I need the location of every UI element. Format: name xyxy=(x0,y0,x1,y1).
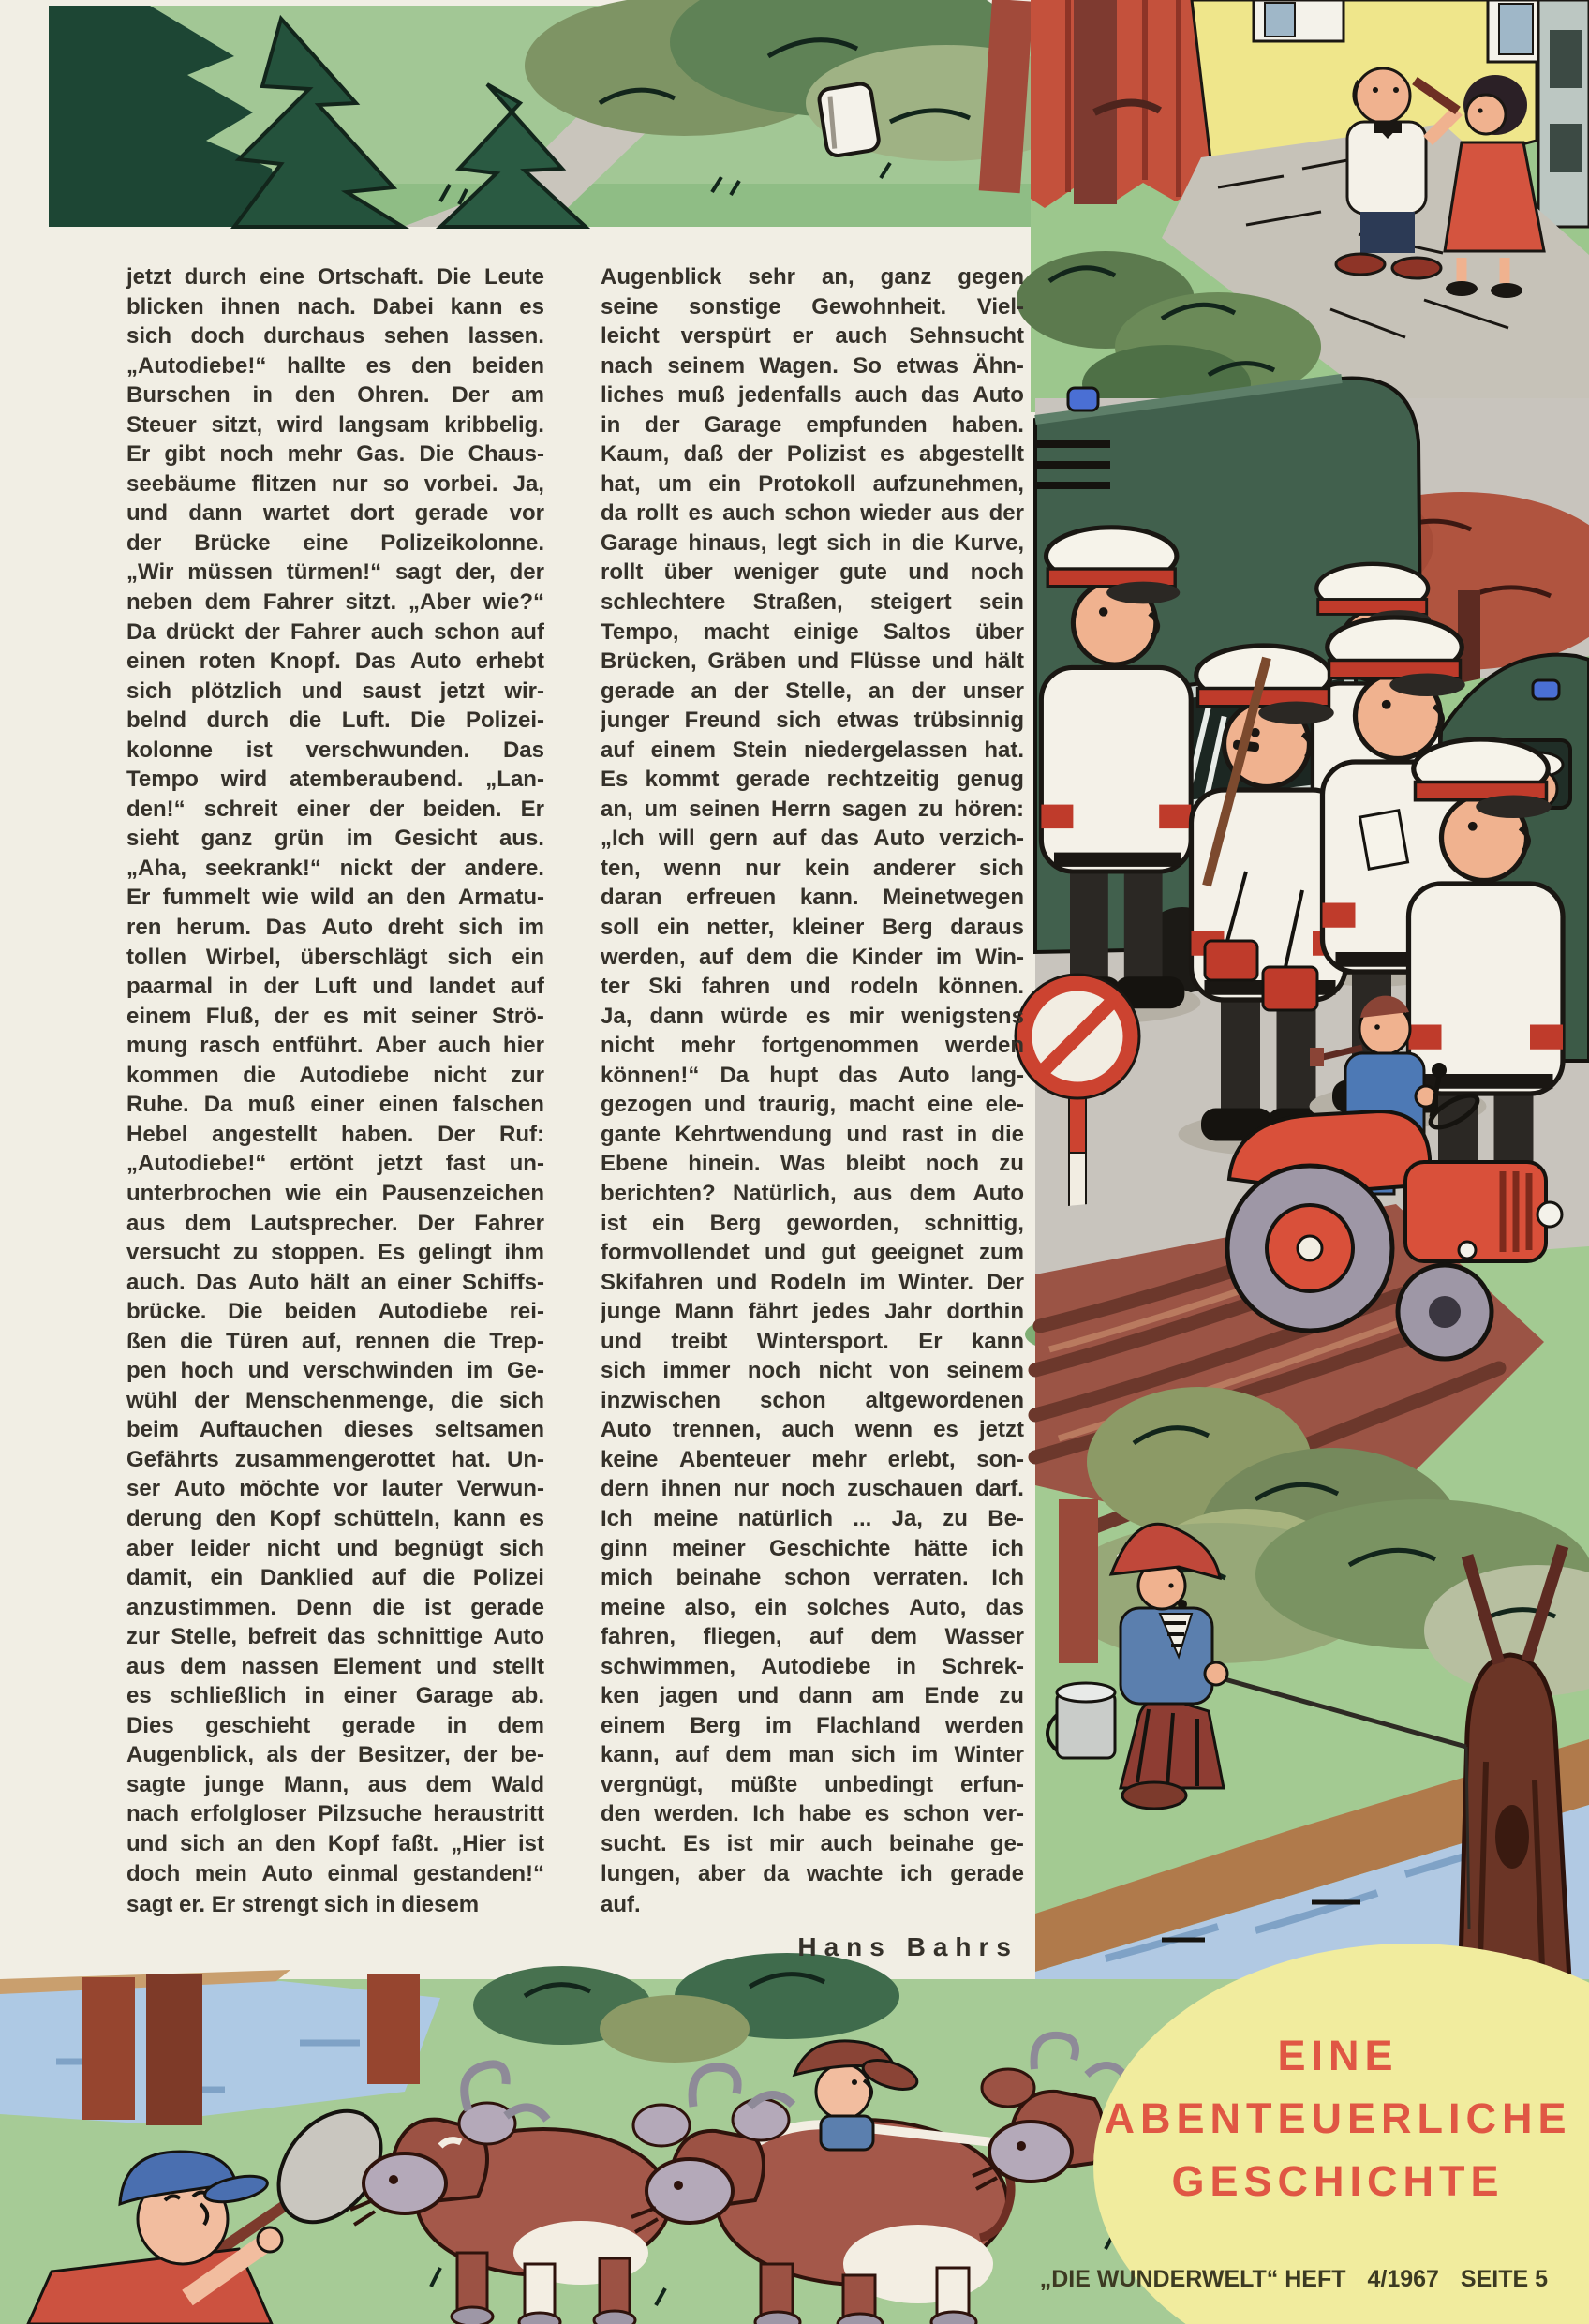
story-line: beim Auftauchen dieses seltsamen xyxy=(126,1417,544,1443)
story-line: keine Abenteuer mehr erlebt, son- xyxy=(601,1446,1024,1472)
author-byline: Hans Bahrs xyxy=(797,1932,1018,1961)
story-line: an, um seinen Herrn sagen zu hören: xyxy=(601,796,1024,822)
story-line: und dann wartet dort gerade vor xyxy=(126,500,544,527)
story-title xyxy=(1104,2024,1572,2212)
title-line: GESCHICHTE xyxy=(1171,2157,1505,2205)
story-line: nicht mehr fortgenommen werden xyxy=(601,1033,1024,1059)
story-line: ken jagen und dann am Ende zu xyxy=(601,1683,1024,1709)
story-line: Steuer sitzt, wird langsam kribbelig. xyxy=(126,411,544,438)
tree-trunk xyxy=(82,1977,135,2120)
story-line: werden, auf dem die Kinder im Win- xyxy=(601,944,1024,970)
story-line: leicht verspürt er auch Sehnsucht xyxy=(601,323,1024,350)
tree-trunk xyxy=(1059,1499,1098,1663)
story-line: sucht. Es ist mir auch beinahe ge- xyxy=(601,1830,1024,1856)
story-line: schwimmen, Autodiebe in Schrek- xyxy=(601,1653,1024,1679)
story-line: junger Freund sich etwas trübsinnig xyxy=(601,708,1024,734)
story-line: sagte junge Mann, aus dem Wald xyxy=(126,1771,544,1797)
story-line: können!“ Da hupt das Auto lang- xyxy=(601,1062,1024,1088)
story-line: Augenblick, als der Besitzer, der be- xyxy=(126,1742,544,1768)
story-line: inzwischen schon altgewordenen xyxy=(601,1387,1024,1413)
story-line: nach seinem Wagen. So etwas Ähn- xyxy=(601,352,1024,379)
story-line: „Ich will gern auf das Auto verzich- xyxy=(601,826,1024,852)
village-house-scene xyxy=(1017,0,1589,424)
blue-beacon xyxy=(1068,388,1098,410)
story-line: dern ihnen nur noch zuschauen darf. xyxy=(601,1476,1024,1502)
story-line: meine also, ein solches Auto, das xyxy=(601,1594,1024,1620)
story-line: neben dem Fahrer sitzt. „Aber wie?“ xyxy=(126,589,544,616)
story-line: jetzt durch eine Ortschaft. Die Leute xyxy=(126,264,544,290)
story-line: gerade an der Stelle, an der unser xyxy=(601,678,1024,704)
story-line: Kaum, daß der Polizist es abgestellt xyxy=(601,441,1024,468)
story-line: Tempo, macht einige Saltos über xyxy=(601,618,1024,645)
story-line: belnd durch die Luft. Die Polizei- xyxy=(126,708,544,734)
story-line: auf einem Stein niedergelassen hat. xyxy=(601,737,1024,763)
story-line: Auto trennen, auch wenn es jetzt xyxy=(601,1417,1024,1443)
protocol-paper xyxy=(1359,811,1407,869)
story-line: und treibt Wintersport. Er kann xyxy=(601,1328,1024,1354)
tree-trunk xyxy=(146,1974,202,2125)
story-line: da rollt es auch schon wieder aus der xyxy=(601,500,1024,527)
story-line: gezogen und traurig, macht eine ele- xyxy=(601,1092,1024,1118)
story-column-left xyxy=(126,264,544,1920)
story-line: seebäume flitzen nur so vorbei. Ja, xyxy=(126,470,544,497)
story-line: ser Auto möchte vor lauter Verwun- xyxy=(126,1476,544,1502)
story-line: daran erfreuen kann. Meinetwegen xyxy=(601,885,1024,911)
story-line: „Autodiebe!“ ertönt jetzt fast un- xyxy=(126,1151,544,1177)
story-line: Augenblick sehr an, ganz gegen xyxy=(601,264,1024,290)
story-line: ten, wenn nur kein anderer sich xyxy=(601,855,1024,881)
story-line: unterbrochen wie ein Pausenzeichen xyxy=(126,1180,544,1206)
tree-trunk xyxy=(367,1974,420,2084)
story-line: anzustimmen. Denn die ist gerade xyxy=(126,1594,544,1620)
story-line: kommen die Autodiebe nicht zur xyxy=(126,1062,544,1088)
story-line: soll ein netter, kleiner Berg daraus xyxy=(601,915,1024,941)
story-line: den!“ schreit einer der beiden. Er xyxy=(126,796,544,822)
story-line: „Aha, seekrank!“ nickt der andere. xyxy=(126,855,544,881)
story-line: nach erfolgloser Pilzsuche heraustritt xyxy=(126,1801,544,1827)
story-line: sich doch durchaus sehen lassen. xyxy=(126,323,544,350)
story-line: in der Garage empfunden haben. xyxy=(601,411,1024,438)
story-line: Garage hinaus, legt sich in die Kurve, xyxy=(601,529,1024,556)
story-line: „Autodiebe!“ hallte es den beiden xyxy=(126,352,544,379)
story-line: rollt über weniger gute und noch xyxy=(601,559,1024,586)
story-line: ßen die Türen auf, rennen die Trep- xyxy=(126,1328,544,1354)
story-line: lungen, aber da wachte ich gerade xyxy=(601,1860,1024,1886)
story-line: brücke. Die beiden Autodiebe rei- xyxy=(126,1299,544,1325)
story-line: sich plötzlich und saust jetzt wir- xyxy=(126,678,544,704)
footer-page-number: SEITE 5 xyxy=(1460,2266,1548,2292)
story-line: Tempo wird atemberaubend. „Lan- xyxy=(126,767,544,793)
story-line: blicken ihnen nach. Dabei kann es xyxy=(126,293,544,320)
story-line: aber leider nicht und begnügt sich xyxy=(126,1535,544,1561)
story-line: schlechtere Straßen, steigert sein xyxy=(601,589,1024,616)
story-line: doch mein Auto einmal gestanden!“ xyxy=(126,1860,544,1886)
story-line: sieht ganz grün im Gesicht aus. xyxy=(126,826,544,852)
story-column-right xyxy=(601,264,1024,1920)
title-line: ABENTEUERLICHE xyxy=(1104,2094,1572,2142)
story-line: zur Stelle, befreit das schnittige Auto xyxy=(126,1624,544,1650)
story-line: Skifahren und Rodeln im Winter. Der xyxy=(601,1269,1024,1295)
story-line: seine sonstige Gewohnheit. Viel- xyxy=(601,293,1024,320)
story-line: der Brücke eine Polizeikolonne. xyxy=(126,529,544,556)
milestone xyxy=(818,82,881,157)
story-line: Burschen in den Ohren. Der am xyxy=(126,382,544,409)
story-line: vergnügt, müßte unbedingt erfun- xyxy=(601,1771,1024,1797)
story-line: tollen Wirbel, überschlägt sich ein xyxy=(126,944,544,970)
story-line: aus dem nassen Element und stellt xyxy=(126,1653,544,1679)
story-line: einem Berg im Flachland werden xyxy=(601,1712,1024,1738)
story-line: fahren, fliegen, auf dem Wasser xyxy=(601,1624,1024,1650)
story-line: „Wir müssen türmen!“ sagt der, der xyxy=(126,559,544,586)
story-line: gante Kehrtwendung und rast in die xyxy=(601,1121,1024,1147)
story-line: aus dem Lautsprecher. Der Fahrer xyxy=(126,1210,544,1236)
story-line: und sich an den Kopf faßt. „Hier ist xyxy=(126,1830,544,1856)
neighbor-house xyxy=(1538,0,1589,227)
story-line: Er gibt noch mehr Gas. Die Chaus- xyxy=(126,441,544,468)
story-line: versucht zu stoppen. Es gelingt ihm xyxy=(126,1240,544,1266)
title-line: EINE xyxy=(1277,2032,1399,2079)
story-line: einem Fluß, der es mit seiner Strö- xyxy=(126,1003,544,1029)
story-line: Hebel angestellt haben. Der Ruf: xyxy=(126,1121,544,1147)
story-line: Dies geschieht gerade in dem xyxy=(126,1712,544,1738)
story-line: ginn meiner Geschichte hätte ich xyxy=(601,1535,1024,1561)
story-line: Ich meine natürlich ... Ja, zu Be- xyxy=(601,1505,1024,1531)
story-line: ren herum. Das Auto dreht sich im xyxy=(126,915,544,941)
story-line: Es kommt gerade rechtzeitig genug xyxy=(601,767,1024,793)
story-line: derung den Kopf schütteln, kann es xyxy=(126,1505,544,1531)
story-line: mich beinahe schon verraten. Ich xyxy=(601,1565,1024,1591)
story-line: einen roten Knopf. Das Auto erhebt xyxy=(126,648,544,675)
story-line: hat, um ein Protokoll aufzunehmen, xyxy=(601,470,1024,497)
page-footer xyxy=(1012,2266,1570,2293)
story-line: Da drückt der Fahrer auch schon auf xyxy=(126,618,544,645)
story-line: Ja, dann würde es mir wenigstens xyxy=(601,1003,1024,1029)
story-line: kann, auf dem man sich im Winter xyxy=(601,1742,1024,1768)
story-line: liches muß jedenfalls auch das Auto xyxy=(601,382,1024,409)
blue-scarf xyxy=(821,2116,873,2150)
story-line: sich immer noch nicht von seinem xyxy=(601,1358,1024,1384)
story-line: Gefährts zusammengerottet hat. Un- xyxy=(126,1446,544,1472)
story-line: auch. Das Auto hält an einer Schiffs- xyxy=(126,1269,544,1295)
story-line: es schließlich in einer Garage ab. xyxy=(126,1683,544,1709)
story-line: ist ein Berg geworden, schnittig, xyxy=(601,1210,1024,1236)
story-line: kolonne ist verschwunden. Das xyxy=(126,737,544,763)
story-line: Brücken, Gräben und Flüsse und hält xyxy=(601,648,1024,675)
story-line: paarmal in der Luft und landet auf xyxy=(126,974,544,1000)
story-line: damit, ein Danklied auf die Polizei xyxy=(126,1565,544,1591)
story-line: berichten? Natürlich, aus dem Auto xyxy=(601,1180,1024,1206)
footer-magazine: „DIE WUNDERWELT“ HEFT xyxy=(1039,2266,1346,2292)
story-line: Ebene hinein. Was bleibt noch zu xyxy=(601,1151,1024,1177)
story-line: Er fummelt wie wild an den Armatu- xyxy=(126,885,544,911)
bucket xyxy=(1047,1683,1115,1758)
story-line: ter Ski fahren und rodeln können. xyxy=(601,974,1024,1000)
story-line: mung rasch entführt. Aber auch hier xyxy=(126,1033,544,1059)
story-line: formvollendet und gut geeignet zum xyxy=(601,1240,1024,1266)
story-line: wühl der Menschenmenge, die sich xyxy=(126,1387,544,1413)
story-line: den werden. Ich habe es schon ver- xyxy=(601,1801,1024,1827)
story-line: junge Mann fährt jedes Jahr dorthin xyxy=(601,1299,1024,1325)
story-line: Ruhe. Da muß einer einen falschen xyxy=(126,1092,544,1118)
story-line: auf. xyxy=(601,1892,641,1918)
story-line: pen hoch und verschwinden im Ge- xyxy=(126,1358,544,1384)
story-line: sagt er. Er strengt sich in diesem xyxy=(126,1892,480,1918)
footer-issue: 4/1967 xyxy=(1367,2266,1439,2292)
